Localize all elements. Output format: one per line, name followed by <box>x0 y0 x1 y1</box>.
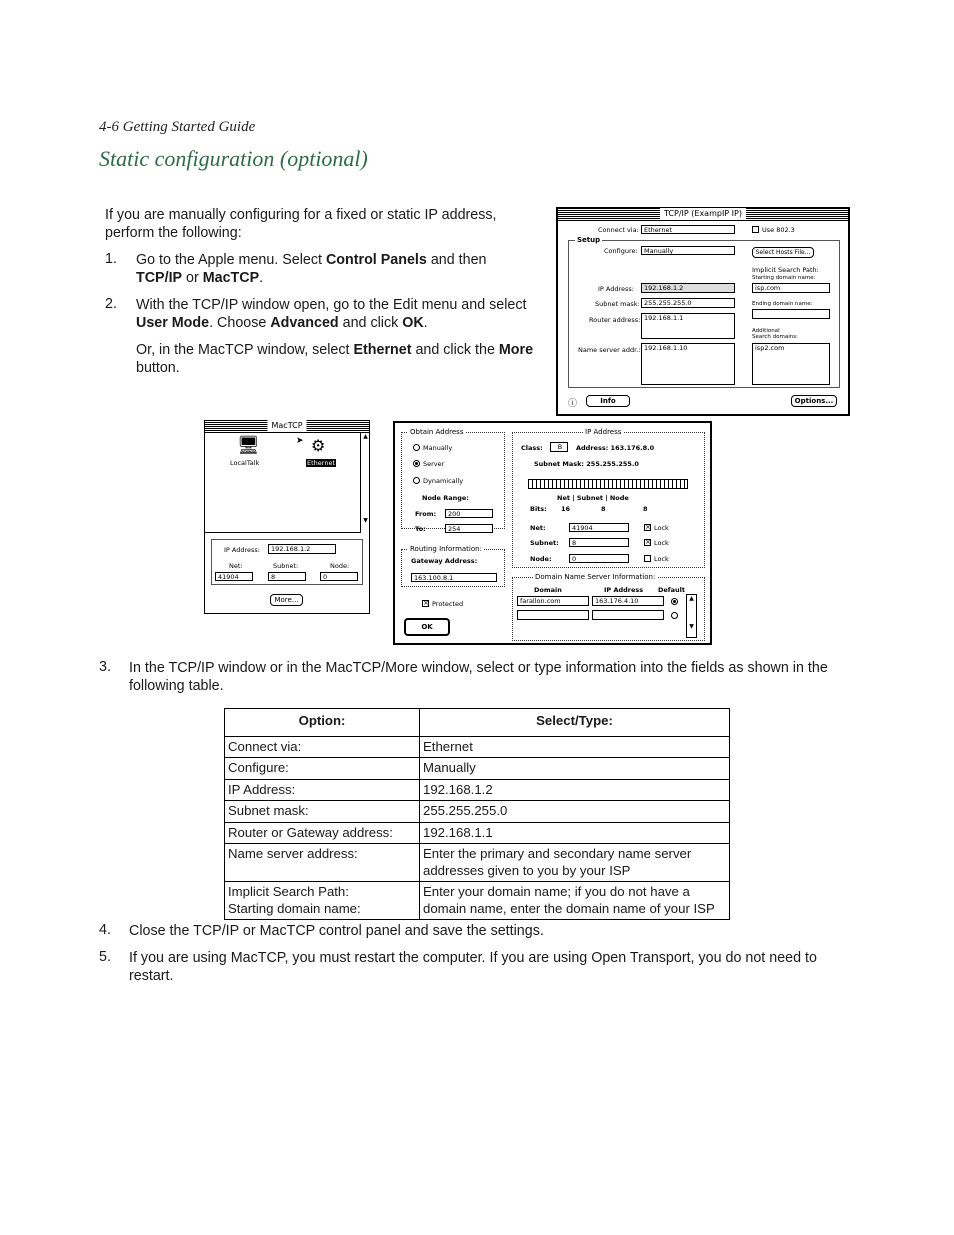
protected-checkbox[interactable]: × <box>423 599 429 607</box>
dynamically-radio[interactable] <box>413 477 420 484</box>
routing-title: Routing Information: <box>410 545 482 553</box>
class-field[interactable]: B <box>550 442 568 452</box>
ending-domain-field[interactable] <box>752 309 830 319</box>
obtain-address-title: Obtain Address <box>410 428 464 436</box>
search-domains-field[interactable]: isp2.com <box>752 343 830 385</box>
to-field[interactable]: 254 <box>445 524 493 533</box>
ethernet-icon[interactable]: ⚙ <box>311 436 326 455</box>
additional-label: Additional <box>752 328 780 334</box>
manually-label: Manually <box>423 444 453 452</box>
node-field[interactable]: 0 <box>320 572 358 581</box>
default-column-header: Default <box>658 586 685 594</box>
ending-domain-label: Ending domain name: <box>752 301 813 307</box>
name-server-field[interactable]: 192.168.1.10 <box>641 343 735 385</box>
settings-table <box>224 708 730 920</box>
net-lock-checkbox[interactable]: × <box>645 523 651 531</box>
section-title: Static configuration (optional) <box>99 146 368 171</box>
router-address-field[interactable]: 192.168.1.1 <box>641 313 735 339</box>
table-row <box>225 882 730 920</box>
node-field[interactable]: 0 <box>569 554 629 563</box>
ip-address-label: IP Address: <box>224 546 260 554</box>
table-cell: Implicit Search Path: Starting domain name: <box>225 882 420 920</box>
server-label: Server <box>423 460 445 468</box>
net-subnet-node-header: Net | Subnet | Node <box>557 494 629 502</box>
dns-title: Domain Name Server Information: <box>535 573 656 581</box>
bits-subnet: 8 <box>601 505 606 513</box>
protected-label: Protected <box>432 600 464 608</box>
net-field[interactable]: 41904 <box>569 523 629 532</box>
table-cell: Connect via: <box>225 736 420 758</box>
use-8023-label: Use 802.3 <box>762 226 795 234</box>
cursor-arrow-icon: ➤ <box>296 436 304 446</box>
table-row <box>225 736 730 758</box>
bits-node: 8 <box>643 505 648 513</box>
class-address-text: Address: 163.176.8.0 <box>576 444 655 452</box>
info-button[interactable]: Info <box>586 395 630 407</box>
mactcp-titlebar: MacTCP <box>205 421 369 433</box>
net-lock-label: Lock <box>654 524 669 532</box>
select-hosts-button[interactable]: Select Hosts File... <box>752 247 814 258</box>
subnet-label: Subnet: <box>273 562 299 570</box>
step-2-alt: Or, in the MacTCP window, select Ethernet and click the More button. <box>136 342 534 376</box>
setup-label: Setup <box>577 236 601 244</box>
table-row <box>225 822 730 844</box>
dns-domain-field-2[interactable] <box>517 610 589 620</box>
table-cell: 255.255.255.0 <box>420 801 730 823</box>
from-label: From: <box>415 510 437 518</box>
step-number: 4. <box>99 922 111 938</box>
net-label: Net: <box>229 562 243 570</box>
step-number: 2. <box>105 296 117 312</box>
subnet-field[interactable]: 8 <box>268 572 306 581</box>
dynamically-label: Dynamically <box>423 477 464 485</box>
configure-select[interactable]: Manually <box>641 246 735 255</box>
table-cell: Router or Gateway address: <box>225 822 420 844</box>
table-cell: Ethernet <box>420 736 730 758</box>
name-server-label: Name server addr.: <box>578 346 641 354</box>
table-cell: Enter your domain name; if you do not have a domain name, enter the domain name of your ISP <box>420 882 730 920</box>
ok-button[interactable]: OK <box>404 618 450 636</box>
to-label: To: <box>415 525 426 533</box>
table-cell: 192.168.1.1 <box>420 822 730 844</box>
intro-text: If you are manually configuring for a fixed or static IP address, perform the following: <box>105 207 497 241</box>
table-header-row <box>225 709 730 737</box>
connect-via-select[interactable]: Ethernet <box>641 225 735 234</box>
node-lock-checkbox[interactable] <box>644 555 651 562</box>
table-cell: Manually <box>420 758 730 780</box>
gateway-field[interactable]: 163.100.8.1 <box>411 573 497 582</box>
help-icon[interactable]: ⓘ <box>568 399 578 409</box>
subnet-field[interactable]: 8 <box>569 538 629 547</box>
ip-address-field[interactable]: 192.168.1.2 <box>641 283 735 293</box>
subnet-mask-field[interactable]: 255.255.255.0 <box>641 298 735 308</box>
step-number: 3. <box>99 659 111 675</box>
step-3: In the TCP/IP window or in the MacTCP/More window, select or type information into the fields as shown in the following table. <box>129 660 828 694</box>
implicit-search-label: Implicit Search Path: <box>752 266 819 274</box>
net-field[interactable]: 41904 <box>215 572 253 581</box>
gateway-label: Gateway Address: <box>411 557 478 565</box>
configure-label: Configure: <box>604 247 638 255</box>
bits-net: 16 <box>561 505 571 513</box>
table-row <box>225 844 730 882</box>
more-button[interactable]: More... <box>270 594 303 606</box>
dns-ip-field[interactable]: 163.176.4.10 <box>592 596 664 606</box>
table-cell: 192.168.1.2 <box>420 779 730 801</box>
node-lock-label: Lock <box>654 555 669 563</box>
dns-domain-field[interactable]: farallon.com <box>517 596 589 606</box>
localtalk-icon[interactable]: 🖥 <box>237 435 260 456</box>
options-button[interactable]: Options... <box>791 395 837 407</box>
connection-list <box>205 433 361 533</box>
manually-radio[interactable] <box>413 444 420 451</box>
use-8023-checkbox[interactable] <box>752 226 759 233</box>
table-cell: Subnet mask: <box>225 801 420 823</box>
ip-address-field[interactable]: 192.168.1.2 <box>268 544 336 554</box>
table-cell: Name server address: <box>225 844 420 882</box>
subnet-lock-label: Lock <box>654 539 669 547</box>
subnet-lock-checkbox[interactable]: × <box>645 538 651 546</box>
tcpip-window <box>556 207 850 416</box>
running-head: 4-6 Getting Started Guide <box>99 119 256 135</box>
search-domains-label: Search domains: <box>752 334 798 340</box>
table-row <box>225 758 730 780</box>
subnet-label: Subnet: <box>530 539 559 547</box>
starting-domain-label: Starting domain name: <box>752 275 816 281</box>
server-radio[interactable] <box>413 460 420 467</box>
table-cell: IP Address: <box>225 779 420 801</box>
node-range-label: Node Range: <box>422 494 469 502</box>
table-row <box>225 801 730 823</box>
step-4: Close the TCP/IP or MacTCP control panel and save the settings. <box>129 923 544 939</box>
router-address-label: Router address: <box>589 316 641 324</box>
subnet-mask-label: Subnet mask: <box>595 300 640 308</box>
step-5: If you are using MacTCP, you must restart the computer. If you are using Open Transport, you do not need to restart. <box>129 950 817 984</box>
from-field[interactable]: 200 <box>445 509 493 518</box>
dns-ip-field-2[interactable] <box>592 610 664 620</box>
table-row <box>225 779 730 801</box>
table-cell: Enter the primary and secondary name server addresses given to you by your ISP <box>420 844 730 882</box>
ip-address-label: IP Address: <box>598 285 634 293</box>
tcpip-titlebar: TCP/IP (ExampIP IP) <box>558 209 848 221</box>
domain-column-header: Domain <box>534 586 562 594</box>
dns-scrollbar[interactable]: ▲ ▼ <box>686 594 697 638</box>
subnet-slider[interactable] <box>528 479 688 489</box>
connect-via-label: Connect via: <box>598 226 639 234</box>
dns-default-radio-2[interactable] <box>671 612 678 619</box>
bits-label: Bits: <box>530 505 547 513</box>
step-number: 5. <box>99 949 111 965</box>
starting-domain-field[interactable]: isp.com <box>752 283 830 293</box>
dns-default-radio[interactable] <box>671 598 678 605</box>
table-cell: Configure: <box>225 758 420 780</box>
ip-column-header: IP Address <box>604 586 644 594</box>
localtalk-label: LocalTalk <box>230 459 260 467</box>
ip-address-title: IP Address <box>585 428 622 436</box>
option-header: Option: <box>225 709 420 737</box>
net-label: Net: <box>530 524 546 532</box>
scrollbar[interactable]: ▲ ▼ <box>360 433 370 532</box>
subnet-mask-text: Subnet Mask: 255.255.255.0 <box>534 460 639 468</box>
mactcp-window <box>204 420 370 614</box>
mactcp-more-dialog <box>393 421 712 645</box>
node-label: Node: <box>530 555 552 563</box>
step-2: With the TCP/IP window open, go to the Edit menu and select User Mode. Choose Advanced and click OK. <box>136 297 527 331</box>
node-label: Node: <box>330 562 350 570</box>
step-number: 1. <box>105 251 117 267</box>
step-1: Go to the Apple menu. Select Control Panels and then TCP/IP or MacTCP. <box>136 252 487 286</box>
class-label: Class: <box>521 444 543 452</box>
ethernet-label[interactable]: Ethernet <box>307 459 335 467</box>
select-type-header: Select/Type: <box>420 709 730 737</box>
